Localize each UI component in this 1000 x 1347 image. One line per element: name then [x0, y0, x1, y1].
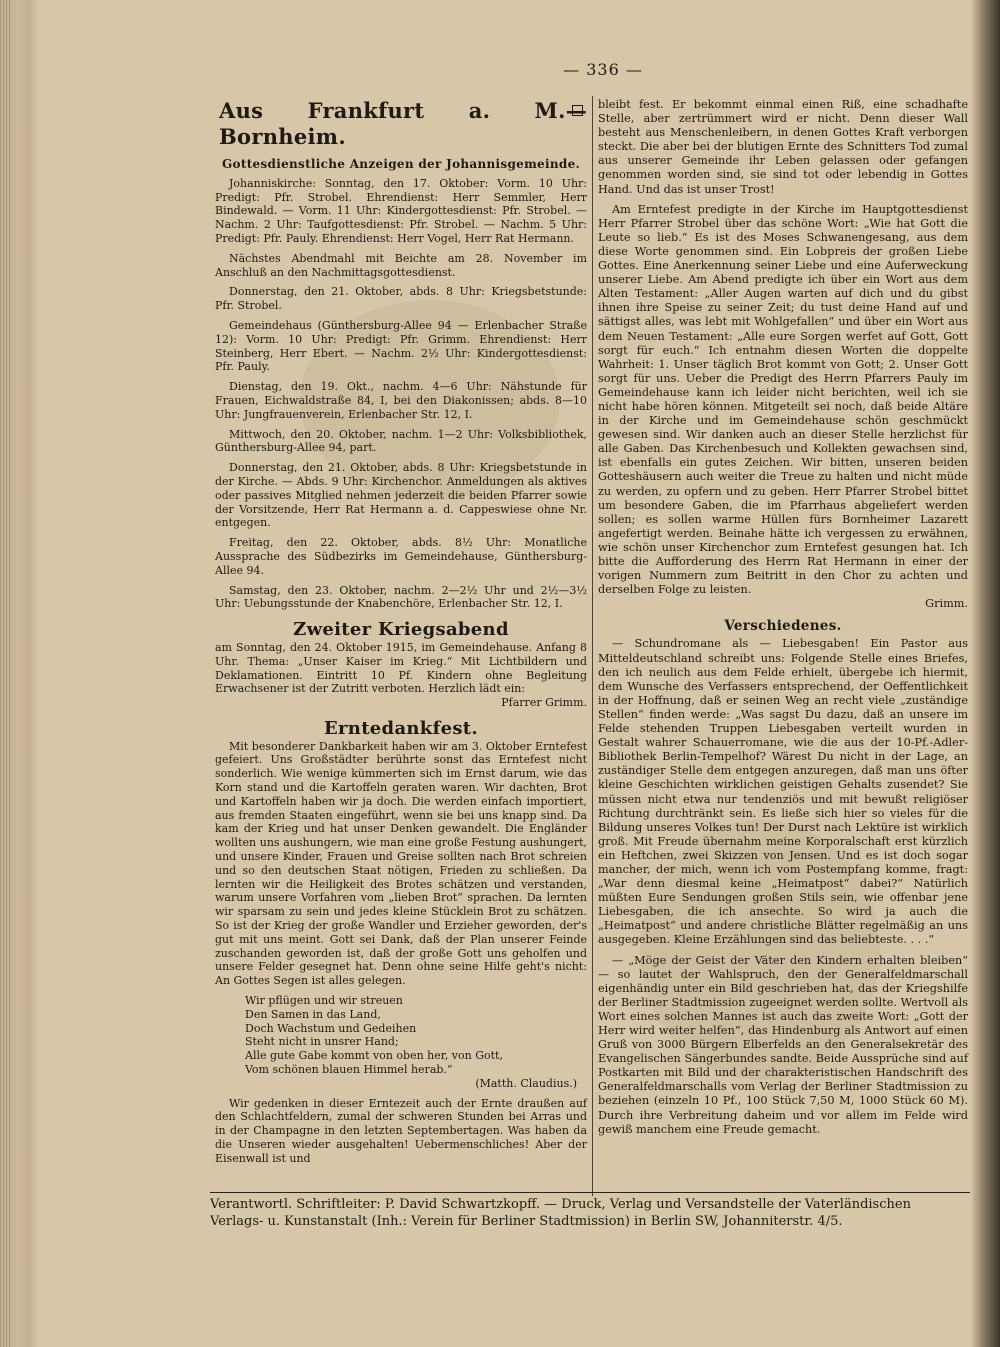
paragraph-ernte-2: Wir gedenken in dieser Erntezeit auch der Ernte draußen auf den Schlachtfeldern, zumal der schweren Stunden bei Arras und in der Champagne in den letzten Septembertagen. Was haben da die Unseren wieder ausgehalten! Uebermenschliches! Aber der Eisenwall ist und	[215, 1096, 587, 1165]
paragraph-continued: bleibt fest. Er bekommt einmal einen Riß, eine schadhafte Stelle, aber zertrümmert wird er nicht. Denn dieser Wall besteht aus Menschenleibern, in denen Gottes Kraft verborgen steckt. Die aber bei der blutigen Ernte des Schnitters Tod zumal aus unserer Gemeinde ihr Leben gelassen oder gefangen genommen worden sind, sie sind tot oder lebendig in Gottes Hand. Und das ist unser Trost!	[598, 98, 968, 196]
paragraph: Freitag, den 22. Oktober, abds. 8½ Uhr: Monatliche Aussprache des Südbezirks im Gemeindehause, Günthersburg-Allee 94.	[215, 536, 587, 577]
poem-attribution: (Matth. Claudius.)	[475, 1076, 577, 1090]
paragraph: Nächstes Abendmahl mit Beichte am 28. November im Anschluß an den Nachmittagsgottesdienst.	[215, 251, 587, 279]
paragraph: Johanniskirche: Sonntag, den 17. Oktober: Vorm. 10 Uhr: Predigt: Pfr. Strobel. Ehrendienst: Herr Semmler, Herr Bindewald. — Vorm. 11 Uhr: Kindergottesdienst: Pfr. Strobel. — Nachm. 2 Uhr: Taufgottesdienst: Pfr. Strobel. — Nachm. 5 Uhr: Predigt: Pfr. Pauly. Ehrendienst: Herr Vogel, Herr Rat Hermann.	[215, 176, 587, 245]
paragraph-kriegsabend	[215, 641, 587, 710]
poem-line: Vom schönen blauen Himmel herab.“	[245, 1063, 453, 1077]
paragraph: Donnerstag, den 21. Oktober, abds. 8 Uhr: Kriegsbetstunde in der Kirche. — Abds. 9 Uhr: Kirchenchor. Anmeldungen als aktives oder passives Mitglied nehmen jederzeit die beiden Pfarrer sowie der Vorsitzende, Herr Rat Hermann a. d. Cappeswiese ohne Nr. entgegen.	[215, 461, 587, 530]
article-title-text: Aus Frankfurt a. M.—Bornheim.	[219, 98, 587, 149]
paragraph-schundromane: — Schundromane als — Liebesgaben! Ein Pastor aus Mitteldeutschland schreibt uns: Folgende Stelle eines Briefes, den ich neulich aus dem Felde erhielt, übergebe ich hiermit, dem Wunsche des Verfassers entsprechend, der Oeffentlichkeit in der Hoffnung, daß er seinen Weg an recht viele „zuständige Stellen“ finden werde: „Was sagst Du dazu, daß an unsere im Felde stehenden Truppen Liebesgaben verteilt wurden in Gestalt wahrer Schauerromane, wie die aus der 10-Pf.-Adler-Bibliothek Berlin-Tempelhof? Wärest Du nicht in der Lage, an zuständiger Stelle dem entgegen anzuregen, daß man uns öfter kleine Geschichten wirklichen geistigen Gehalts zusendet? Sie müssen nicht etwa nur tendenziös und mit bewußt religiöser Richtung durchtränkt sein. Es ließe sich hier so vieles für die Bildung unseres Volkes tun! Der Durst nach Lektüre ist wirklich groß. Mit Freude übernahm meine Korporalschaft erst kürzlich ein Heftchen, zwei Skizzen von Jensen. Und es ist doch sogar mancher, der mich, wenn ich vom Postempfang komme, fragt: „War denn diesmal keine „Heimatpost“ dabei?“ Natürlich müßten Eure Sendungen großen Stils sein, wie offenbar jene Liebesgaben, die ich ansechte. So wird ja auch die „Heimatpost“ und andere christliche Blätter regelmäßig an uns ausgegeben. Kleine Erzählungen sind das beliebteste. . . .“	[598, 637, 968, 947]
section-title-verschiedenes: Verschiedenes.	[724, 618, 842, 635]
poem-line: Den Samen in das Land,	[245, 1007, 381, 1021]
paragraph: Donnerstag, den 21. Oktober, abds. 8 Uhr: Kriegsbetstunde: Pfr. Strobel.	[215, 285, 587, 313]
imprint-footer	[210, 1192, 970, 1230]
paragraph-ernte: Mit besonderer Dankbarkeit haben wir am 3. Oktober Erntefest gefeiert. Uns Großstädter berührte sonst das Erntefest nicht sonderlich. Wie wenige kümmerten sich im Ernst darum, wie das Korn stand und die Kartoffeln geraten waren. Wir dachten, Brot und Kartoffeln haben wir ja doch. Die werden einfach importiert, aus fremden Staaten eingeführt, wenn sie bei uns knapp sind. Da kam der Krieg und hat unser Denken gewandelt. Die Engländer wollten uns aushungern, wie man eine große Festung aushungert, und unsere Kinder, Frauen und Greise sollten nach Brot schreien und so den deutschen Staat nötigen, Frieden zu schließen. Da lernten wir die Heiligkeit des Brotes schätzen und verstanden, warum unsere Vorfahren vom „lieben Brot“ sprachen. Da lernten wir sparsam zu sein und jedes kleine Stücklein Brot zu schätzen. So ist der Krieg der große Wandler und Erzieher geworden, der's gut mit uns meint. Gott sei Dank, daß der Plan unserer Feinde zuschanden geworden ist, daß der große Gott uns geholfen und unsere Felder gesegnet hat. Denn ohne seine Hilfe geht's nicht: An Gottes Segen ist alles gelegen.	[215, 739, 587, 988]
kriegsabend-text: am Sonntag, den 24. Oktober 1915, im Gemeindehause. Anfang 8 Uhr. Thema: „Unser Kaiser im Krieg.“ Mit Lichtbildern und Deklamationen. Eintritt 10 Pf. Kindern ohne Begleitung Erwachsener ist der Zutritt verboten. Herzlich lädt ein:	[215, 640, 587, 696]
square-icon	[572, 105, 583, 116]
poem-line: Alle gute Gabe kommt von oben her, von Gott,	[245, 1049, 503, 1063]
signature-grimm-2: Grimm.	[925, 597, 968, 611]
column-divider	[592, 96, 593, 1196]
section-title-erntedankfest: Erntedankfest.	[324, 717, 478, 739]
section-title-kriegsabend: Zweiter Kriegsabend	[293, 619, 509, 641]
paragraph: Mittwoch, den 20. Oktober, nachm. 1—2 Uhr: Volksbibliothek, Günthersburg-Allee 94, part.	[215, 427, 587, 455]
paragraph-erntefest	[598, 203, 968, 612]
article-title-frankfurt	[219, 98, 587, 150]
erntefest-text: Am Erntefest predigte in der Kirche im Hauptgottesdienst Herr Pfarrer Strobel über das schöne Wort: „Wie hat Gott die Leute so lieb.“ Es ist des Moses Schwanengesang, aus dem diese Worte genommen sind. Ein Lobpreis der großen Liebe Gottes. Eine Anerkennung seiner Liebe und eine Auferweckung unserer Liebe. Am Abend predigte ich über ein Wort aus dem Alten Testament: „Aller Augen warten auf dich und du gibst ihnen ihre Speise zu seiner Zeit; du tust deine Hand auf und sättigst alles, was lebt mit Wohlgefallen“ und über ein Wort aus dem Neuen Testament: „Alle eure Sorgen werfet auf Gott, Gott sorgt für euch.“ Ich entnahm diesen Worten die doppelte Wahrheit: 1. Unser täglich Brot kommt von Gott; 2. Unser Gott sorgt für uns. Ueber die Predigt des Herrn Pfarrers Pauly im Gemeindehause kann ich leider nicht berichten, weil ich sie nicht habe hören können. Mitgeteilt sei noch, daß beide Altäre in der Kirche und im Gemeindehause schön geschmückt gewesen sind. Wir danken auch an dieser Stelle herzlichst für alle Gaben. Das Kirchenbesuch und Kollekten gewachsen sind, ist ebenfalls ein gutes Zeichen. Wir bitten, unseren beiden Gotteshäusern auch weiter die Treue zu halten und nicht müde zu werden, zu opfern und zu geben. Herr Pfarrer Strobel bittet um besondere Gaben, die im Pfarrhaus abgeliefert werden sollen; es sollen warme Hüllen fürs Bornheimer Lazarett angefertigt werden. Beinahe hätte ich vergessen zu erwähnen, wie schön unser Kirchenchor zum Erntefest gesungen hat. Ich bitte die Aufforderung des Herrn Rat Hermann in einer der vorigen Nummern zum Beitritt in den Chor zu achten und derselben Folge zu leisten.	[598, 202, 968, 597]
paragraph: Samstag, den 23. Oktober, nachm. 2—2½ Uhr und 2½—3½ Uhr: Uebungsstunde der Knabenchöre, Erlenbacher Str. 12, I.	[215, 583, 587, 611]
signature-grimm: Pfarrer Grimm.	[501, 696, 587, 710]
right-column	[598, 98, 968, 1143]
paragraph: Dienstag, den 19. Okt., nachm. 4—6 Uhr: Nähstunde für Frauen, Eichwaldstraße 84, I, bei den Diakonissen; abds. 8—10 Uhr: Jungfrauenverein, Erlenbacher Str. 12, I.	[215, 380, 587, 421]
paragraph-hindenburg: — „Möge der Geist der Väter den Kindern erhalten bleiben“ — so lautet der Wahlspruch, den der Generalfeldmarschall eigenhändig unter ein Bild geschrieben hat, das der Kriegshilfe der Berliner Stadtmission zugeeignet werden sollte. Wertvoll als Wort eines solchen Mannes ist auch das zweite Wort: „Gott der Herr wird weiter helfen“, das Hindenburg als Antwort auf einen Gruß von 3000 Bürgern Elberfelds an den Generalsekretär des Evangelischen Sängerbundes sandte. Beide Aussprüche sind auf Postkarten mit Bild und der charakteristischen Handschrift des Generalfeldmarschalls vom Verlag der Berliner Stadtmission zu beziehen (einzeln 10 Pf., 100 Stück 7,50 M, 1000 Stück 60 M). Durch ihre Verbreitung daheim und vor allem im Felde wird gewiß manchem eine Freude gemacht.	[598, 953, 968, 1136]
page-edge	[972, 0, 1000, 1347]
page-number: — 336 —	[563, 60, 643, 79]
left-column	[215, 98, 587, 1172]
poem	[215, 994, 587, 1091]
book-binding	[0, 0, 40, 1347]
imprint-line: Verlags- u. Kunstanstalt (Inh.: Verein für Berliner Stadtmission) in Berlin SW, Johanniterstr. 4/5.	[210, 1214, 843, 1229]
paragraph: Gemeindehaus (Günthersburg-Allee 94 — Erlenbacher Straße 12): Vorm. 10 Uhr: Predigt: Pfr. Grimm. Ehrendienst: Herr Steinberg, Herr Ebert. — Nachm. 2½ Uhr: Kindergottesdienst: Pfr. Pauly.	[215, 318, 587, 374]
imprint-line: Verantwortl. Schriftleiter: P. David Schwartzkopff. — Druck, Verlag und Versandstelle der Vaterländischen	[210, 1197, 911, 1212]
poem-line: Steht nicht in unsrer Hand;	[245, 1035, 399, 1049]
poem-line: Wir pflügen und wir streuen	[245, 994, 403, 1008]
subtitle-gottesdienst: Gottesdienstliche Anzeigen der Johannisgemeinde.	[222, 157, 580, 171]
poem-line: Doch Wachstum und Gedeihen	[245, 1021, 417, 1035]
